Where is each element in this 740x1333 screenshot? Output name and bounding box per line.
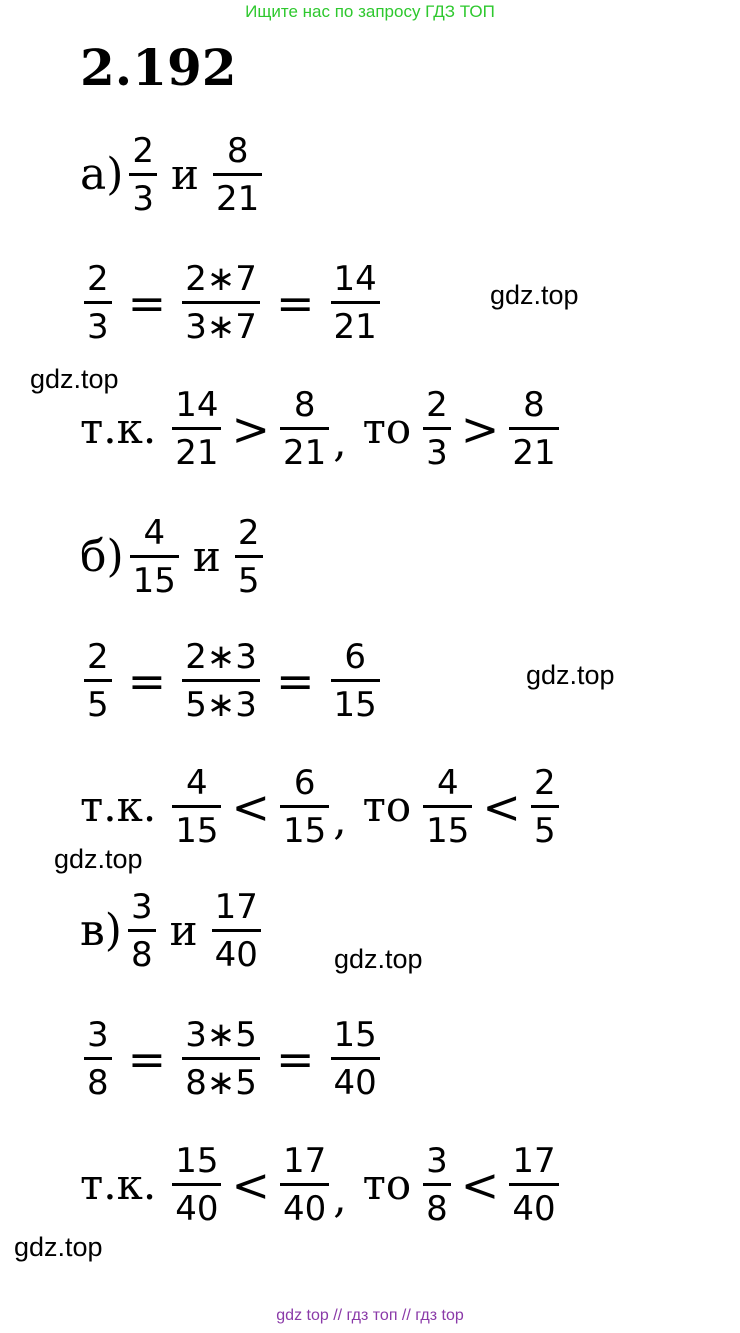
fraction: $\frac{14}{21}$ (331, 262, 380, 344)
equals-sign: = (275, 1032, 315, 1086)
equals-sign: = (127, 276, 167, 330)
equals-sign: = (127, 1032, 167, 1086)
comparison-sign: > (460, 402, 500, 456)
fraction: $\frac{2}{3}$ (84, 262, 112, 344)
fraction: $\frac{3}{8}$ (423, 1144, 451, 1226)
part-b-statement (80, 513, 267, 601)
watermark: gdz.top (526, 660, 615, 690)
equals-sign: = (275, 654, 315, 708)
word-then: то (362, 404, 412, 453)
comma: , (333, 794, 347, 844)
fraction: $\frac{4}{15}$ (423, 766, 472, 848)
fraction: $\frac{15}{40}$ (172, 1144, 221, 1226)
comparison-sign: < (460, 1158, 500, 1212)
comparison-sign: < (231, 780, 270, 834)
comparison-sign: > (231, 402, 270, 456)
part-c-statement (80, 887, 265, 975)
fraction: $\frac{8}{21}$ (280, 388, 329, 470)
equals-sign: = (275, 276, 315, 330)
watermark: gdz.top (30, 364, 119, 394)
word-since: т.к. (80, 404, 157, 453)
fraction: $\frac{8}{21}$ (213, 134, 262, 216)
fraction: $\frac{17}{40}$ (212, 890, 261, 972)
fraction: $\frac{2∗7}{3∗7}$ (182, 262, 260, 344)
comparison-sign: < (231, 1158, 270, 1212)
fraction: $\frac{15}{40}$ (331, 1018, 380, 1100)
comparison-sign: < (482, 780, 521, 834)
part-a-conversion (80, 259, 384, 347)
part-label: а) (80, 149, 124, 200)
fraction: $\frac{3∗5}{8∗5}$ (182, 1018, 260, 1100)
fraction: $\frac{2∗3}{5∗3}$ (182, 640, 260, 722)
fraction: $\frac{3}{8}$ (84, 1018, 112, 1100)
part-b-conversion (80, 637, 384, 725)
watermark: gdz.top (334, 944, 423, 974)
fraction: $\frac{8}{21}$ (509, 388, 558, 470)
watermark: gdz.top (54, 844, 143, 874)
comma: , (333, 416, 347, 466)
word-then: то (362, 1160, 412, 1209)
word-and: и (171, 150, 200, 199)
part-a-comparison (80, 385, 563, 473)
fraction: $\frac{17}{40}$ (280, 1144, 329, 1226)
fraction: $\frac{4}{15}$ (172, 766, 221, 848)
equals-sign: = (127, 654, 167, 708)
watermark: gdz.top (490, 280, 579, 310)
word-and: и (169, 906, 198, 955)
part-c-conversion (80, 1015, 384, 1103)
footer-links: gdz top // гдз топ // гдз top (276, 1307, 464, 1324)
fraction: $\frac{2}{3}$ (129, 134, 157, 216)
fraction: $\frac{2}{5}$ (84, 640, 112, 722)
word-since: т.к. (80, 1160, 157, 1209)
word-then: то (362, 782, 412, 831)
fraction: $\frac{3}{8}$ (128, 890, 156, 972)
fraction: $\frac{17}{40}$ (509, 1144, 558, 1226)
part-c-comparison (80, 1141, 563, 1229)
word-and: и (192, 532, 221, 581)
header-banner: Ищите нас по запросу ГДЗ ТОП (245, 2, 495, 21)
watermark: gdz.top (14, 1232, 103, 1262)
fraction: $\frac{2}{3}$ (423, 388, 451, 470)
problem-number: 2.192 (80, 38, 237, 97)
part-a-statement (80, 131, 266, 219)
fraction: $\frac{2}{5}$ (531, 766, 559, 848)
fraction: $\frac{6}{15}$ (331, 640, 380, 722)
part-label: в) (80, 905, 122, 956)
fraction: $\frac{6}{15}$ (280, 766, 329, 848)
comma: , (333, 1172, 347, 1222)
fraction: $\frac{14}{21}$ (172, 388, 221, 470)
part-b-comparison (80, 763, 563, 851)
fraction: $\frac{2}{5}$ (235, 516, 263, 598)
word-since: т.к. (80, 782, 157, 831)
part-label: б) (80, 531, 124, 582)
fraction: $\frac{4}{15}$ (130, 516, 179, 598)
